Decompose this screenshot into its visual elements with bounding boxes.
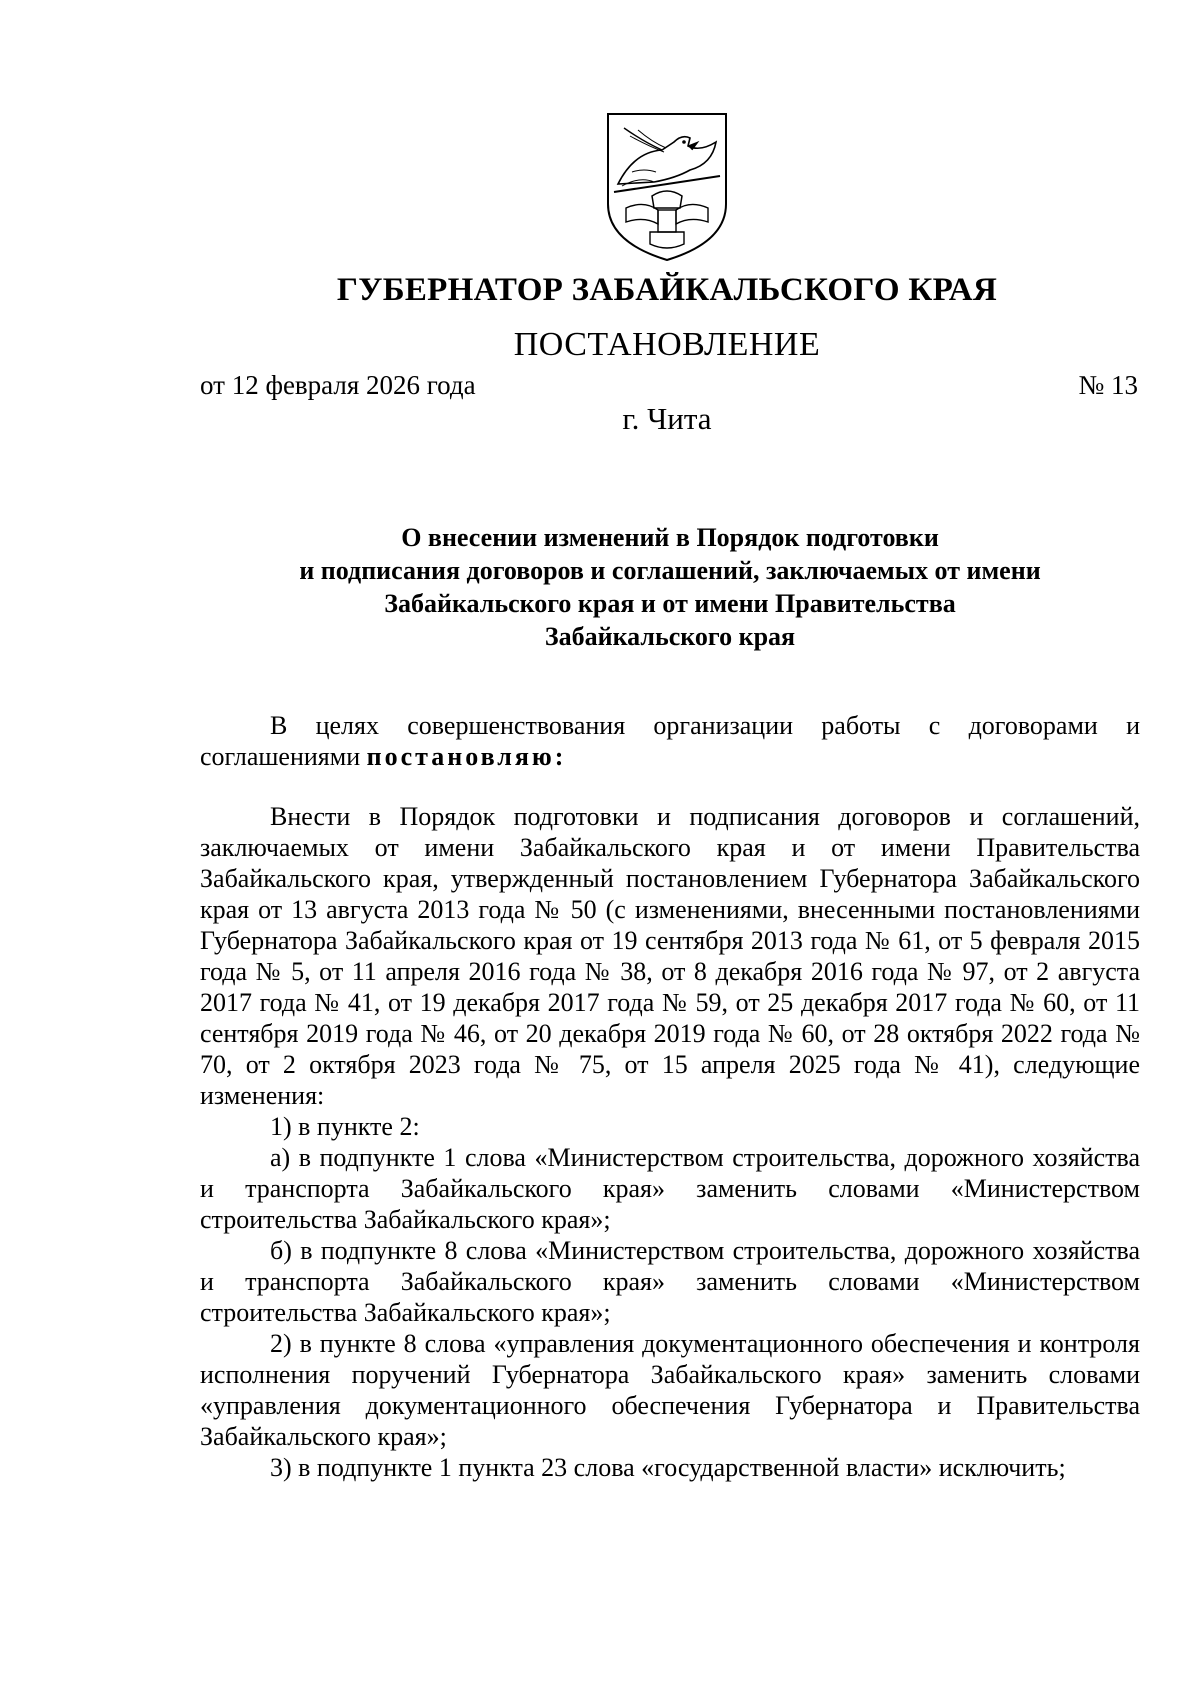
body-paragraph: 1) в пункте 2: (270, 1112, 420, 1141)
document-subject (200, 521, 1140, 653)
body-paragraph: 3) в подпункте 1 пункта 23 слова «государственной власти» исключить; (270, 1453, 1066, 1482)
body-paragraph: б) в подпункте 8 слова «Министерством строительства, дорожного хозяйства и транспорта Забайкальского края» заменить словами «Министерством строительства Забайкальского края»; (200, 1236, 1140, 1327)
body-paragraph: 2) в пункте 8 слова «управления документационного обеспечения и контроля исполнения поручений Губернатора Забайкальского края» заменить словами «управления документационного обеспечения Губернатора и Правительства Забайкальского края»; (200, 1329, 1140, 1451)
coat-of-arms-emblem (604, 112, 730, 262)
resolution-keyword: постановляю: (366, 742, 567, 771)
authority-title: ГУБЕРНАТОР ЗАБАЙКАЛЬСКОГО КРАЯ (336, 272, 998, 308)
document-number: № 13 (1078, 370, 1138, 400)
subject-line: Забайкальского края и от имени Правительства (384, 589, 956, 618)
subject-line: Забайкальского края (544, 622, 796, 651)
document-city: г. Чита (622, 401, 712, 436)
document-date: от 12 февраля 2026 года (200, 370, 476, 400)
document-body (200, 801, 1140, 1483)
body-paragraph: а) в подпункте 1 слова «Министерством строительства, дорожного хозяйства и транспорта Забайкальского края» заменить словами «Министерством строительства Забайкальского края»; (200, 1143, 1140, 1234)
body-paragraph: Внести в Порядок подготовки и подписания договоров и соглашений, заключаемых от имени Забайкальского края и от имени Правительства Забайкальского края, утвержденный постановлением Губернатора Забайкальского края от 13 августа 2013 года № 50 (с изменениями, внесенными постановлениями Губернатора Забайкальского края от 19 сентября 2013 года № 61, от 5 февраля 2015 года № 5, от 11 апреля 2016 года № 38, от 8 декабря 2016 года № 97, от 2 августа 2017 года № 41, от 19 декабря 2017 года № 59, от 25 декабря 2017 года № 60, от 11 сентября 2019 года № 46, от 20 декабря 2019 года № 60, от 28 октября 2022 года № 70, от 2 октября 2023 года № 75, от 15 апреля 2025 года № 41), следующие изменения: (200, 802, 1140, 1110)
intro-paragraph (200, 710, 1140, 772)
subject-line: О внесении изменений в Порядок подготовки (401, 523, 939, 552)
subject-line: и подписания договоров и соглашений, заключаемых от имени (299, 556, 1041, 585)
document-type: ПОСТАНОВЛЕНИЕ (513, 326, 821, 363)
intro-text: В целях совершенствования организации работы с договорами и соглашениями (200, 711, 1140, 771)
